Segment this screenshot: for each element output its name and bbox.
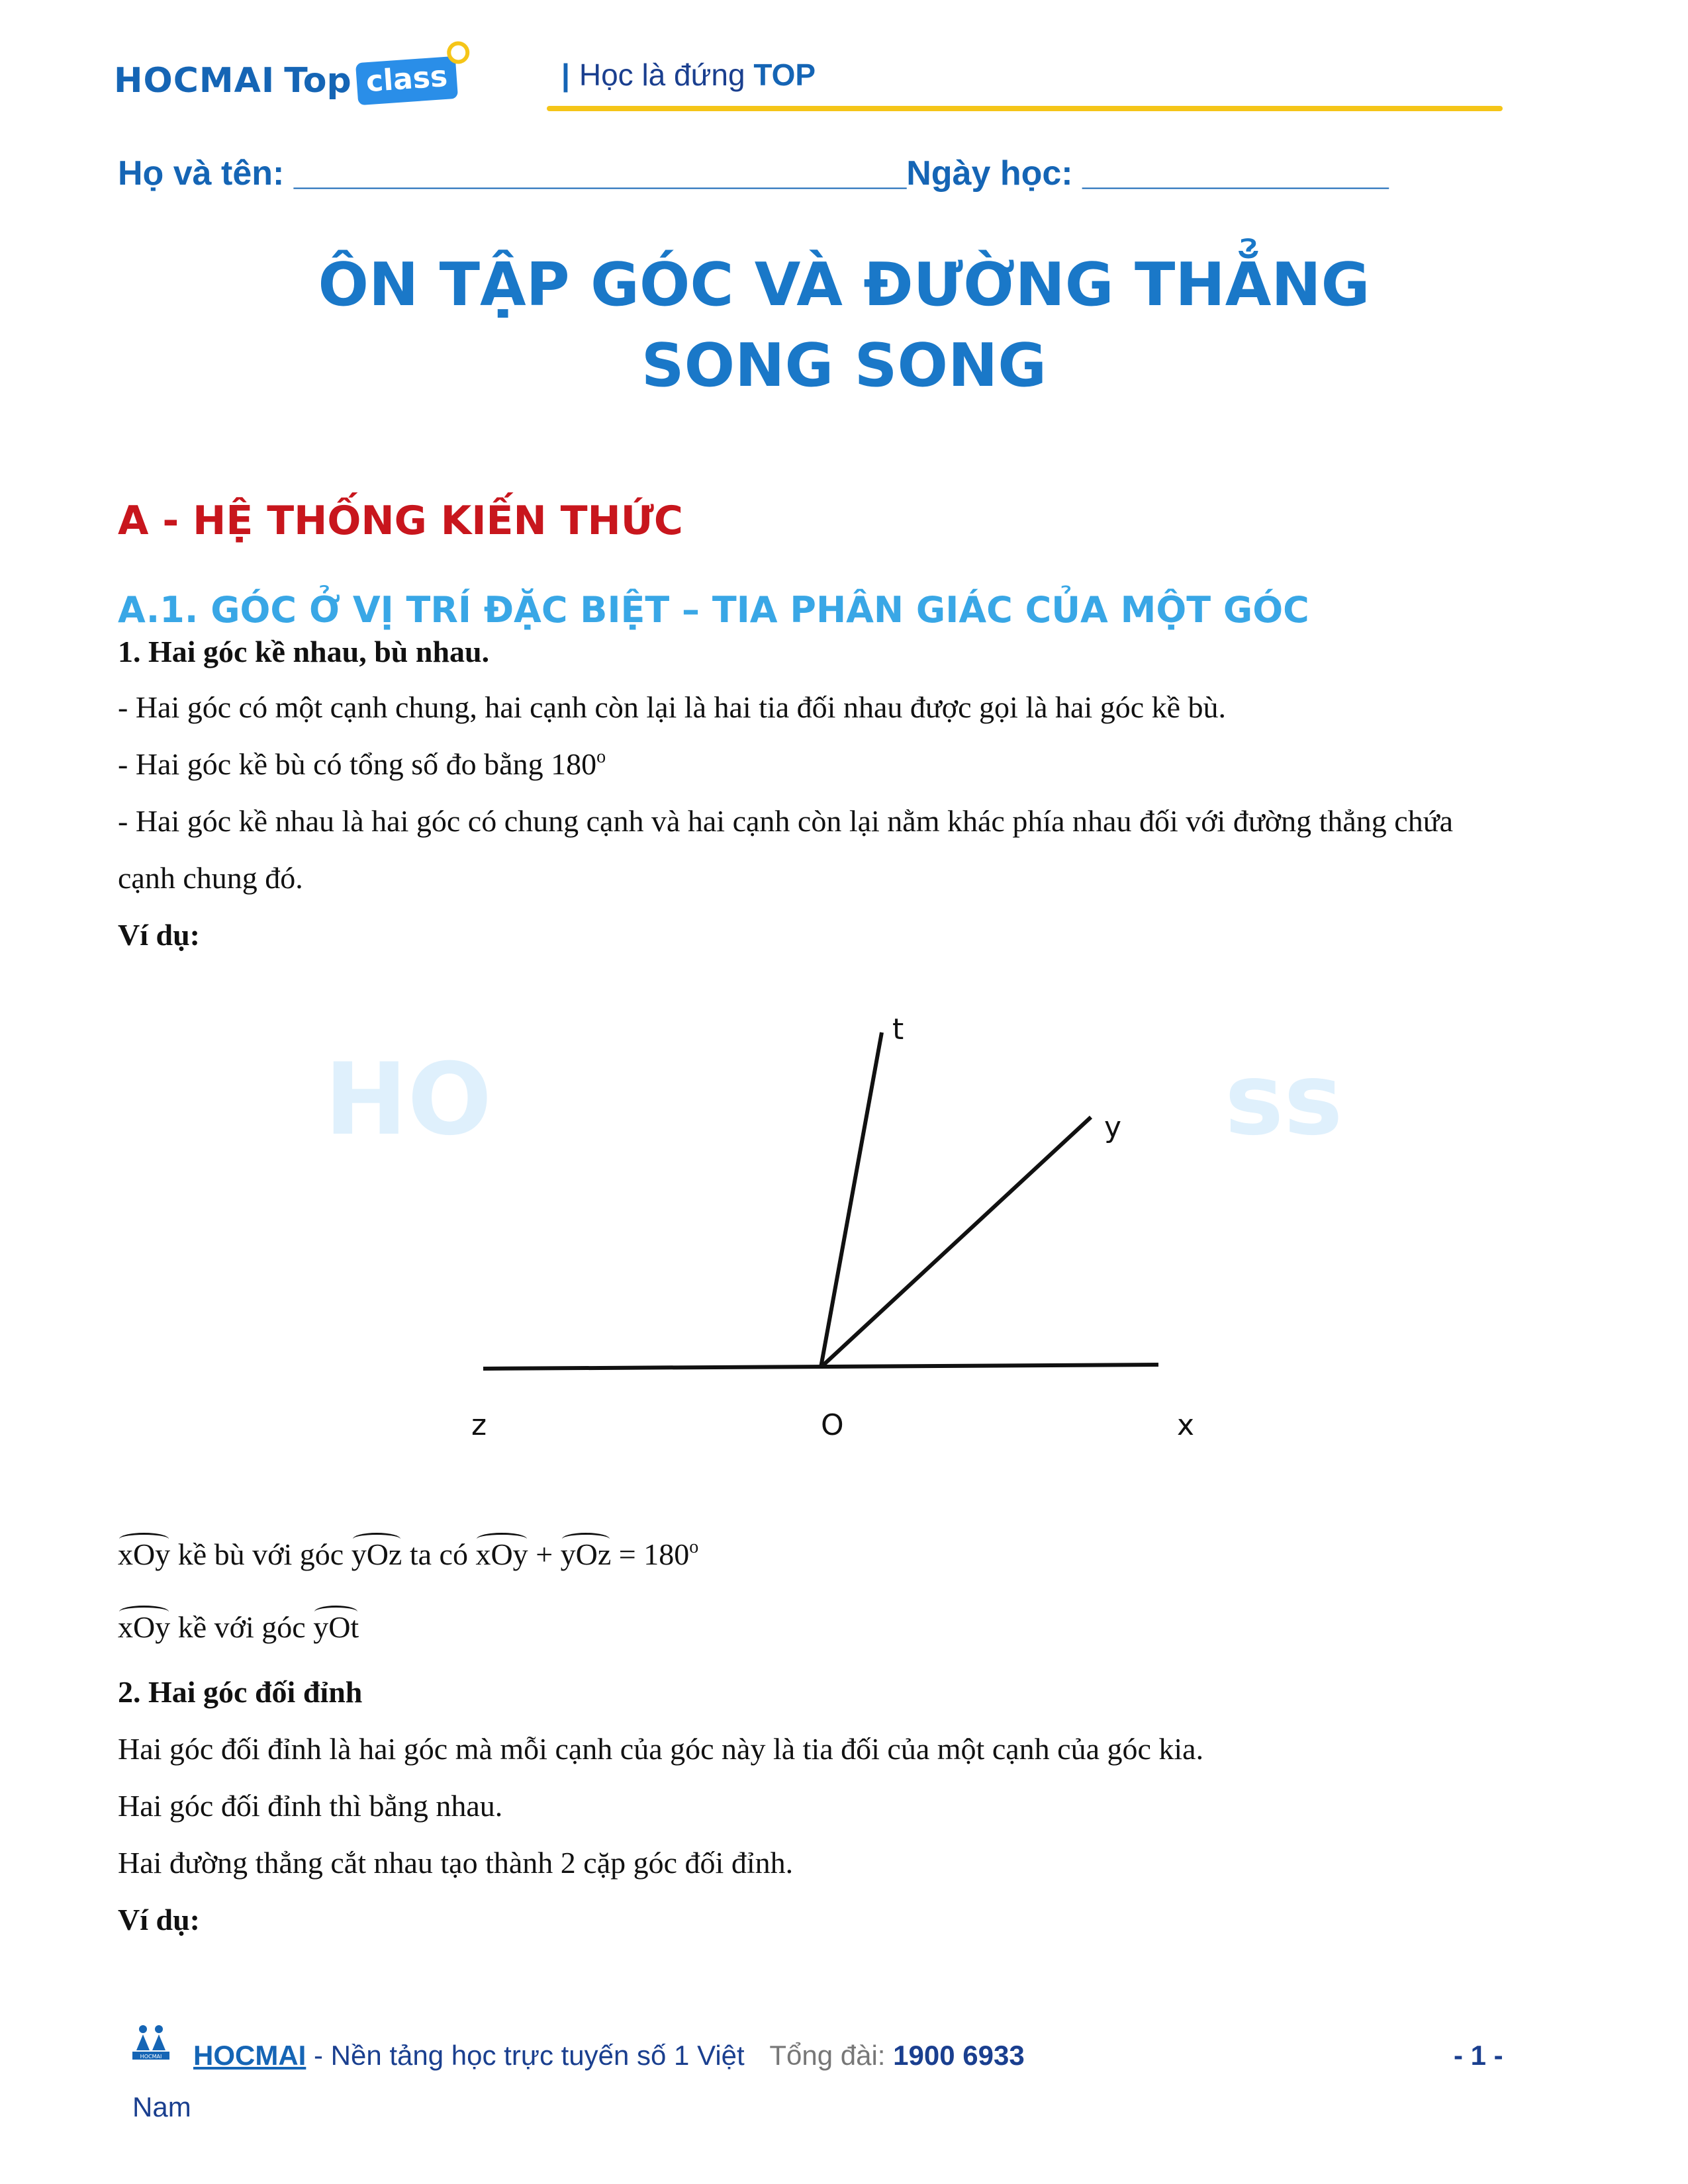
footer-text: - Nền tảng học trực tuyến số 1 Việt (306, 2040, 753, 2071)
footer-hotline-number: 1900 6933 (893, 2040, 1025, 2071)
logo-class-badge (355, 56, 458, 105)
angle-yoz: yOz (351, 1537, 402, 1571)
part2-heading: 2. Hai góc đối đỉnh (118, 1675, 363, 1709)
part2-line3: Hai đường thẳng cắt nhau tạo thành 2 cặp góc đối đỉnh. (118, 1846, 794, 1880)
hocmai-topclass-logo (114, 54, 457, 107)
part2-line2: Hai góc đối đỉnh thì bằng nhau. (118, 1789, 503, 1823)
part1-line2 (118, 747, 606, 782)
part1-line2-text: - Hai góc kề bù có tổng số đo bằng 180 (118, 747, 597, 781)
angle-xoy: xOy (118, 1537, 171, 1571)
page-number: - 1 - (1454, 2040, 1503, 2071)
formula2-text1: kề với góc (170, 1610, 314, 1644)
tagline-text: Học là đứng (579, 58, 754, 92)
footer-hotline-label: Tổng đài: (769, 2040, 894, 2071)
gear-icon (446, 40, 470, 64)
logo-hocmai-text: HOCMAI (114, 61, 275, 101)
footer-line (193, 2040, 1025, 2071)
part1-heading: 1. Hai góc kề nhau, bù nhau. (118, 635, 490, 668)
angle-yot: yOt (313, 1610, 359, 1644)
degree-sup: o (596, 747, 606, 767)
watermark-left: HO (324, 1042, 492, 1158)
page-title-line1: ÔN TẬP GÓC VÀ ĐƯỜNG THẲNG (318, 250, 1370, 320)
formula1-eq: = 180 (611, 1537, 690, 1571)
angles-diagram (318, 993, 1390, 1456)
footer-brand-link[interactable]: HOCMAI (193, 2040, 306, 2071)
logo-class-text: class (364, 59, 449, 99)
label-x: x (1177, 1408, 1195, 1442)
header-tagline (561, 57, 816, 93)
page-title-line2: SONG SONG (641, 331, 1047, 400)
label-y: y (1104, 1111, 1122, 1144)
angle-xoy-2: xOy (118, 1610, 171, 1644)
watermark-right: ss (1225, 1042, 1343, 1158)
name-date-line: Họ và tên: ________________________________Ngày học: ________________ (118, 154, 1389, 193)
section-a-heading: A - HỆ THỐNG KIẾN THỨC (118, 498, 683, 544)
formula1-text1: kề bù với góc (170, 1537, 352, 1571)
part2-example-label: Ví dụ: (118, 1903, 200, 1936)
formula1-text2: ta có (402, 1537, 476, 1571)
part1-line4: cạnh chung đó. (118, 861, 303, 895)
tagline-bar: | (561, 58, 570, 92)
formula1-degree: o (689, 1537, 699, 1557)
formula1-plus: + (528, 1537, 561, 1571)
angles-figure (318, 993, 1390, 1456)
formula-line1 (118, 1537, 698, 1572)
logo-top-text: Top (284, 61, 352, 101)
formula-line2 (118, 1610, 359, 1645)
tagline-top: TOP (753, 58, 816, 92)
part1-example-label: Ví dụ: (118, 918, 200, 952)
part1-line3: - Hai góc kề nhau là hai góc có chung cạnh và hai cạnh còn lại nằm khác phía nhau đối với đường thẳng chứa (118, 804, 1454, 838)
footer-icon-label: HOCMAI (140, 2054, 162, 2060)
hocmai-footer-icon (130, 2021, 172, 2061)
angle-xoy-sum: xOy (475, 1537, 528, 1571)
section-a1-heading: A.1. GÓC Ở VỊ TRÍ ĐẶC BIỆT – TIA PHÂN GIÁC CỦA MỘT GÓC (118, 589, 1309, 631)
label-o: O (821, 1408, 844, 1442)
part2-line1: Hai góc đối đỉnh là hai góc mà mỗi cạnh của góc này là tia đối của một cạnh của góc kia. (118, 1732, 1204, 1766)
angle-yoz-sum: yOz (560, 1537, 612, 1571)
part1-line1: - Hai góc có một cạnh chung, hai cạnh còn lại là hai tia đối nhau được gọi là hai góc kề bù. (118, 690, 1227, 724)
footer-line2: Nam (132, 2091, 191, 2122)
label-z: z (471, 1408, 487, 1442)
label-t: t (892, 1013, 904, 1046)
header-divider (547, 106, 1503, 111)
